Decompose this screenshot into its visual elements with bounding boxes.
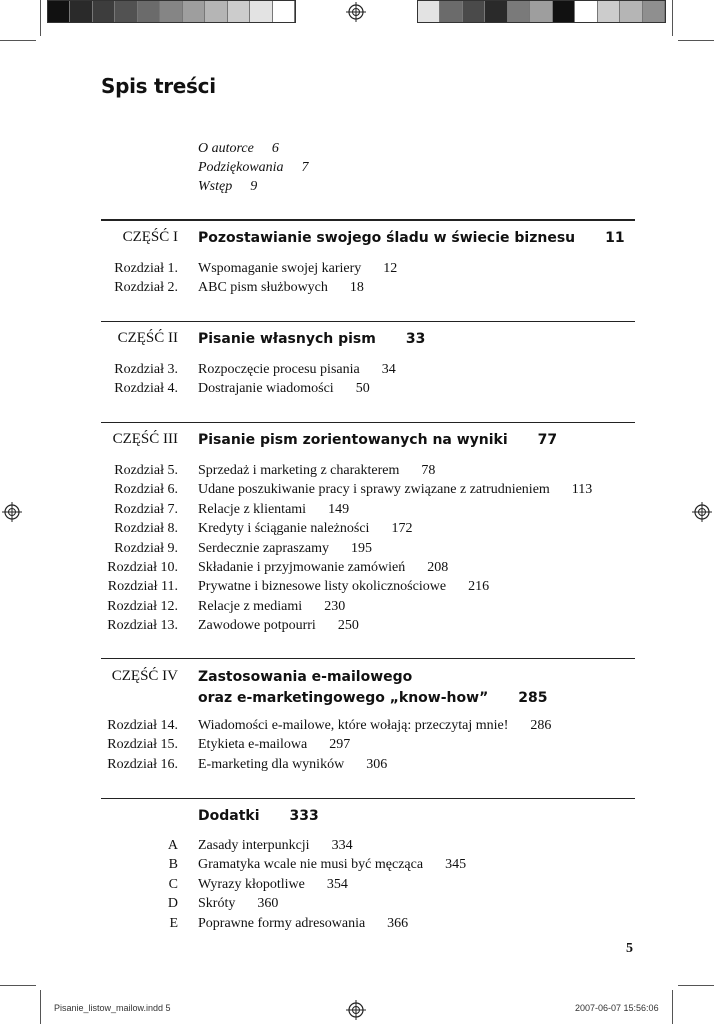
chapter-title: Udane poszukiwanie pracy i sprawy związane z zatrudnieniem	[198, 482, 550, 498]
chapter-page-number: 78	[421, 463, 436, 478]
chapter-title: Gramatyka wcale nie musi być męcząca	[198, 857, 424, 873]
chapter-entry[interactable]	[198, 618, 359, 634]
chapter-title: Etykieta e-mailowa	[198, 737, 308, 753]
color-swatch	[620, 1, 642, 22]
color-swatch	[160, 1, 182, 22]
chapter-entry[interactable]	[198, 541, 372, 557]
chapter-label: Rozdział 11.	[107, 579, 178, 595]
part-title-text: Zastosowania e-mailowego	[198, 669, 413, 685]
chapter-label: Rozdział 3.	[114, 362, 178, 377]
chapter-title: Wyrazy kłopotliwe	[198, 876, 305, 892]
chapter-label: Rozdział 5.	[114, 463, 178, 478]
chapter-label: Rozdział 16.	[107, 756, 178, 772]
color-swatch	[48, 1, 70, 22]
chapter-entry[interactable]	[198, 381, 370, 397]
chapter-page-number: 286	[530, 718, 552, 733]
part-title[interactable]	[198, 806, 319, 827]
chapter-label: A	[167, 838, 178, 853]
chapter-page-number: 149	[328, 501, 350, 517]
registration-mark-icon	[346, 2, 366, 22]
toc-entry-page: 7	[301, 160, 309, 175]
chapter-label: Rozdział 9.	[114, 540, 178, 556]
footer-filename: Pisanie_listow_mailow.indd 5	[54, 1003, 171, 1013]
crop-mark	[678, 985, 714, 986]
chapter-title: Rozpoczęcie procesu pisania	[198, 362, 360, 377]
chapter-label: C	[168, 876, 178, 892]
chapter-entry[interactable]	[198, 838, 353, 854]
part-title-line	[198, 806, 319, 827]
color-swatch	[70, 1, 92, 22]
chapter-entry[interactable]	[198, 521, 412, 537]
chapter-label: D	[167, 896, 178, 912]
color-swatch	[418, 1, 440, 22]
chapter-page-number: 12	[383, 261, 398, 276]
color-swatch	[485, 1, 507, 22]
part-title-line	[198, 667, 548, 688]
chapter-entry[interactable]	[198, 362, 396, 378]
part-title-line	[198, 430, 557, 451]
chapter-title: Zawodowe potpourri	[198, 618, 316, 634]
chapter-page-number: 34	[381, 362, 396, 377]
crop-mark	[672, 990, 673, 1024]
section-divider	[101, 219, 635, 221]
part-page-number: 33	[405, 331, 426, 347]
color-swatch	[463, 1, 485, 22]
registration-mark-icon	[346, 1000, 366, 1020]
chapter-entry[interactable]	[198, 261, 397, 277]
section-divider	[101, 321, 635, 322]
part-page-number: 11	[605, 230, 625, 246]
crop-mark	[40, 990, 41, 1024]
page-title: Spis treści	[101, 74, 216, 98]
chapter-page-number: 50	[355, 381, 370, 397]
chapter-entry[interactable]	[198, 857, 466, 873]
crop-mark	[0, 985, 36, 986]
chapter-label: Rozdział 7.	[114, 501, 178, 517]
chapter-page-number: 250	[337, 618, 359, 634]
part-page-number: 333	[289, 808, 319, 824]
toc-front-item[interactable]	[198, 160, 309, 176]
chapter-page-number: 113	[571, 482, 593, 498]
chapter-page-number: 354	[326, 876, 348, 892]
chapter-entry[interactable]	[198, 502, 349, 518]
chapter-page-number: 334	[331, 838, 353, 853]
part-page-number: 285	[518, 690, 548, 706]
chapter-page-number: 172	[391, 521, 413, 537]
color-bar-right	[417, 0, 666, 23]
color-bar-left	[47, 0, 296, 23]
crop-mark	[672, 0, 673, 36]
toc-entry-title: Podziękowania	[198, 160, 284, 175]
chapter-label: Rozdział 8.	[114, 521, 178, 537]
chapter-title: Skróty	[198, 896, 236, 912]
part-label: CZĘŚĆ I	[122, 229, 178, 245]
chapter-title: Serdecznie zapraszamy	[198, 540, 329, 556]
chapter-title: Wiadomości e-mailowe, które wołają: przeczytaj mnie!	[198, 718, 509, 733]
part-title-line	[198, 329, 425, 350]
color-swatch	[205, 1, 227, 22]
part-label: CZĘŚĆ II	[117, 330, 178, 346]
chapter-title: Zasady interpunkcji	[198, 838, 310, 853]
color-swatch	[273, 1, 295, 22]
chapter-entry[interactable]	[198, 757, 387, 773]
part-title-line	[198, 688, 548, 709]
crop-mark	[678, 40, 714, 41]
chapter-title: Relacje z klientami	[198, 501, 307, 517]
part-title-text: Pozostawianie swojego śladu w świecie biznesu	[198, 230, 576, 246]
part-title-text: oraz e-marketingowego „know-how”	[198, 690, 489, 706]
chapter-entry[interactable]	[198, 482, 592, 498]
part-label: CZĘŚĆ IV	[111, 668, 178, 684]
chapter-page-number: 18	[349, 280, 364, 296]
color-swatch	[598, 1, 620, 22]
chapter-entry[interactable]	[198, 877, 348, 893]
color-swatch	[508, 1, 530, 22]
part-title[interactable]	[198, 329, 425, 350]
chapter-label: B	[168, 857, 178, 873]
chapter-title: Sprzedaż i marketing z charakterem	[198, 463, 400, 478]
crop-mark	[0, 40, 36, 41]
chapter-label: Rozdział 4.	[114, 381, 178, 397]
toc-entry-title: Wstęp	[198, 179, 233, 194]
chapter-label: Rozdział 12.	[107, 598, 178, 614]
toc-front-item[interactable]	[198, 179, 257, 195]
part-title-text: Pisanie własnych pism	[198, 331, 376, 347]
chapter-page-number: 360	[257, 896, 279, 912]
chapter-page-number: 195	[350, 540, 372, 556]
chapter-entry[interactable]	[198, 579, 489, 595]
chapter-page-number: 297	[329, 737, 351, 753]
chapter-page-number: 366	[387, 915, 409, 931]
color-swatch	[115, 1, 137, 22]
chapter-label: Rozdział 13.	[107, 618, 178, 634]
part-page-number: 77	[537, 432, 558, 448]
chapter-label: Rozdział 10.	[107, 560, 178, 575]
crop-mark	[40, 0, 41, 36]
part-title-text: Pisanie pism zorientowanych na wyniki	[198, 432, 508, 448]
chapter-page-number: 345	[445, 857, 467, 873]
chapter-title: Wspomaganie swojej kariery	[198, 261, 362, 276]
toc-entry-page: 6	[271, 141, 279, 156]
color-swatch	[553, 1, 575, 22]
toc-entry-title: O autorce	[198, 141, 254, 156]
chapter-entry[interactable]	[198, 560, 448, 576]
toc-entry-page: 9	[250, 179, 258, 194]
chapter-entry[interactable]	[198, 896, 278, 912]
chapter-entry[interactable]	[198, 463, 435, 479]
chapter-title: E-marketing dla wyników	[198, 756, 345, 772]
chapter-title: Kredyty i ściąganie należności	[198, 521, 370, 537]
part-title-line	[198, 228, 625, 249]
part-title[interactable]	[198, 228, 625, 249]
chapter-page-number: 230	[324, 598, 346, 614]
color-swatch	[575, 1, 597, 22]
chapter-label: Rozdział 1.	[114, 261, 178, 276]
chapter-entry[interactable]	[198, 718, 551, 734]
part-label: CZĘŚĆ III	[112, 431, 178, 447]
chapter-label: Rozdział 6.	[114, 482, 178, 498]
page-number: 5	[626, 941, 633, 956]
chapter-entry[interactable]	[198, 916, 408, 932]
part-title-text: Dodatki	[198, 808, 260, 824]
color-swatch	[643, 1, 665, 22]
chapter-title: Relacje z mediami	[198, 598, 303, 614]
chapter-entry[interactable]	[198, 599, 345, 615]
part-title[interactable]	[198, 430, 557, 451]
chapter-label: Rozdział 14.	[107, 718, 178, 733]
color-swatch	[183, 1, 205, 22]
section-divider	[101, 658, 635, 659]
color-swatch	[93, 1, 115, 22]
chapter-label: Rozdział 2.	[114, 280, 178, 296]
chapter-page-number: 216	[468, 579, 490, 595]
color-swatch	[530, 1, 552, 22]
chapter-title: Poprawne formy adresowania	[198, 915, 366, 931]
section-divider	[101, 422, 635, 423]
chapter-page-number: 306	[366, 756, 388, 772]
color-swatch	[228, 1, 250, 22]
footer-timestamp: 2007-06-07 15:56:06	[575, 1003, 659, 1013]
chapter-title: ABC pism służbowych	[198, 280, 328, 296]
chapter-title: Prywatne i biznesowe listy okolicznościowe	[198, 579, 447, 595]
chapter-entry[interactable]	[198, 737, 350, 753]
chapter-label: E	[169, 915, 178, 931]
part-title[interactable]	[198, 667, 548, 709]
chapter-title: Dostrajanie wiadomości	[198, 381, 334, 397]
chapter-page-number: 208	[427, 560, 449, 575]
registration-mark-icon	[692, 502, 712, 522]
chapter-title: Składanie i przyjmowanie zamówień	[198, 560, 406, 575]
section-divider	[101, 798, 635, 799]
color-swatch	[440, 1, 462, 22]
color-swatch	[250, 1, 272, 22]
color-swatch	[138, 1, 160, 22]
chapter-label: Rozdział 15.	[107, 737, 178, 753]
toc-front-item[interactable]	[198, 141, 279, 157]
chapter-entry[interactable]	[198, 280, 364, 296]
